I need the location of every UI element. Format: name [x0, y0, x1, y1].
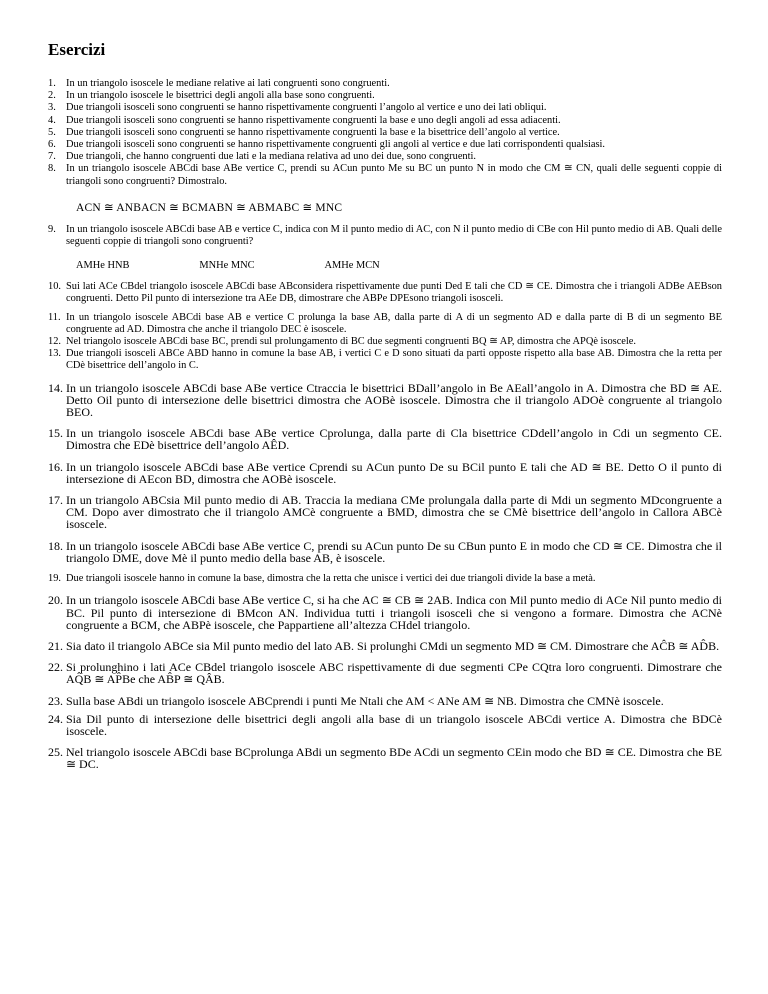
exercise-item — [48, 427, 722, 451]
exercise-number: 17. — [48, 493, 63, 508]
exercise-item — [48, 78, 722, 90]
exercise-text: Sulla base ABdi un triangolo isoscele ABCprendi i punti Me Ntali che AM < ANe AM ≅ NB. Dimostra che CMNè isoscele. — [66, 693, 664, 708]
exercise-text: In un triangolo isoscele ABCdi base ABe vertice C, prendi su ACun punto Me su BC un punto N in modo che CM ≅ CN, quali delle seguenti coppie di triangoli sono congruenti? Dimostralo. — [66, 163, 722, 187]
exercise-number: 8. — [48, 163, 56, 175]
exercise-list-remaining — [48, 281, 722, 770]
exercise-item — [48, 461, 722, 485]
exercise-number: 1. — [48, 78, 56, 89]
pair-item: MNHe MNC — [199, 260, 255, 272]
exercise-text: In un triangolo isoscele ABCdi base AB e vertice C, indica con M il punto medio di AC, con N il punto medio di CBe con Hil punto medio di AB. Quali delle seguenti coppie di triangoli sono congruenti? — [66, 223, 722, 248]
exercise-item — [48, 102, 722, 114]
exercise-item — [48, 139, 722, 151]
pairs-exercise-9 — [76, 260, 722, 271]
exercise-text: Due triangoli, che hanno congruenti due lati e la mediana relativa ad uno dei due, sono congruenti. — [66, 151, 477, 163]
exercise-number: 16. — [48, 459, 63, 474]
exercise-number: 10. — [48, 281, 61, 293]
exercise-number: 15. — [48, 426, 63, 441]
exercise-text: Sui lati ACe CBdel triangolo isoscele ABCdi base ABconsidera rispettivamente due punti Ded E tali che CD ≅ CE. Dimostra che i triangoli ADBe AEBson congruenti. Detto Pil punto di intersezione tra AEe DB, dimostrare che ABPe DPEsono triangoli isosceli. — [66, 281, 722, 305]
pair-item: AMHe MCN — [324, 260, 380, 272]
exercise-item — [48, 713, 722, 737]
exercise-number: 19. — [48, 573, 61, 585]
exercise-text: Nel triangolo isoscele ABCdi base BC, prendi sul prolungamento di BC due segmenti congruenti BQ ≅ AP, dimostra che APQè isoscele. — [66, 336, 637, 348]
exercise-text: In un triangolo isoscele ABCdi base ABe vertice Ctraccia le bisettrici BDall’angolo in Be AEall’angolo in A. Dimostra che BD ≅ AE. Detto Oil punto di intersezione delle bisettrici dimostra che AOBè isoscele. Dimostra che il triangolo ADOè congruente al triangolo BEO. — [66, 380, 722, 420]
exercise-text: In un triangolo isoscele ABCdi base AB e vertice C prolunga la base AB, dalla parte di A di un segmento AD e dalla parte di B di un segmento BE congruente ad AD. Dimostra che anche il triangolo DEC è isoscele. — [66, 311, 722, 335]
exercise-text: In un triangolo isoscele le bisettrici degli angoli alla base sono congruenti. — [66, 90, 375, 102]
exercise-item — [48, 127, 722, 139]
exercise-item — [48, 695, 722, 707]
exercise-text: In un triangolo isoscele ABCdi base ABe vertice C, si ha che AC ≅ CB ≅ 2AB. Indica con Mil punto medio di ACe Nil punto medio di BC. Pil punto di intersezione di BMcon AN. Individua tutti i triangoli isosceli che si vengono a formare. Dimostra che ACNè congruente a BCM, che ABPè isoscele, che Pappartiene all’altezza CHdel triangolo. — [66, 593, 722, 632]
exercise-number: 2. — [48, 90, 56, 102]
exercise-number: 9. — [48, 223, 56, 235]
exercise-item — [48, 573, 722, 585]
exercise-item — [48, 746, 722, 770]
exercise-item — [48, 494, 722, 531]
page-title: Esercizi — [48, 40, 106, 59]
exercise-text: Due triangoli isosceli sono congruenti se hanno rispettivamente congruenti la base e la bisettrice dell’angolo al vertice. — [66, 126, 560, 138]
exercise-number: 11. — [48, 311, 61, 323]
exercise-number: 3. — [48, 102, 56, 114]
exercise-number: 13. — [48, 348, 61, 360]
pair-item: AMHe HNB — [76, 260, 130, 272]
exercise-item — [48, 312, 722, 336]
formula-exercise-8: ACN ≅ ANBACN ≅ BCMABN ≅ ABMABC ≅ MNC — [76, 201, 343, 214]
exercise-number: 24. — [48, 711, 63, 726]
exercise-number: 25. — [48, 745, 63, 760]
exercise-number: 18. — [48, 538, 63, 553]
exercise-item — [48, 224, 722, 248]
exercise-item — [48, 640, 722, 652]
exercise-text: In un triangolo isoscele ABCdi base ABe vertice Cprendi su ACun punto De su BCil punto E tali che AD ≅ BE. Detto O il punto di intersezione di AEcon BD, dimostra che AOBè isoscele. — [66, 459, 722, 486]
exercise-list-continued — [48, 224, 722, 248]
exercise-item — [48, 90, 722, 102]
exercise-text: In un triangolo isoscele ABCdi base ABe vertice C, prendi su ACun punto De su CBun punto E in modo che CD ≅ CE. Dimostra che il triangolo DME, dove Mè il punto medio della base AB, è isoscele. — [66, 538, 722, 565]
exercise-text: Due triangoli isosceli sono congruenti se hanno rispettivamente congruenti l’angolo al vertice e uno dei lati obliqui. — [66, 102, 547, 114]
exercise-item — [48, 540, 722, 564]
exercise-item — [48, 661, 722, 685]
exercise-item — [48, 336, 722, 348]
exercise-number: 23. — [48, 693, 63, 708]
exercise-text: Due triangoli isosceli sono congruenti se hanno rispettivamente congruenti la base e uno degli angoli ad essa adiacenti. — [66, 114, 561, 126]
exercise-number: 7. — [48, 151, 56, 163]
exercise-item — [48, 151, 722, 163]
exercise-item — [48, 594, 722, 631]
exercise-number: 22. — [48, 660, 63, 675]
exercise-number: 5. — [48, 126, 56, 138]
exercise-item — [48, 348, 722, 372]
exercise-number: 6. — [48, 139, 56, 151]
exercise-text: Sia dato il triangolo ABCe sia Mil punto medio del lato AB. Si prolunghi CMdi un segmento MD ≅ CM. Dimostrare che AĈB ≅ AD̂B. — [66, 638, 720, 653]
exercise-text: Due triangoli isosceli ABCe ABD hanno in comune la base AB, i vertici C e D sono situati da parti opposte rispetto alla base AB. Dimostra che la retta per CDè bisettrice dell’angolo in C. — [66, 348, 722, 372]
exercise-text: In un triangolo ABCsia Mil punto medio di AB. Traccia la mediana CMe prolungala dalla parte di Mdi un segmento MDcongruente a CM. Dopo aver dimostrato che il triangolo AMCè congruente a BMD, dimostra che se CMè bisettrice dell’angolo in Callora ABCè isoscele. — [66, 493, 722, 532]
exercise-number: 4. — [48, 114, 56, 126]
exercise-text: Due triangoli isoscele hanno in comune la base, dimostra che la retta che unisce i vertici dei due triangoli divide la base a metà. — [66, 573, 596, 585]
exercise-number: 14. — [48, 380, 63, 395]
exercise-text: Si prolunghino i lati ACe CBdel triangolo isoscele ABC rispettivamente di due segmenti CPe CQtra loro congruenti. Dimostrare che AQ̂B ≅ AP̂Be che AB̂P ≅ QÂB. — [66, 660, 722, 687]
exercise-list — [48, 78, 722, 188]
exercise-text: In un triangolo isoscele le mediane relative ai lati congruenti sono congruenti. — [66, 78, 390, 89]
exercise-number: 21. — [48, 638, 63, 653]
exercise-item — [48, 281, 722, 305]
exercise-item — [48, 115, 722, 127]
exercise-number: 20. — [48, 593, 63, 608]
exercise-text: Sia Dil punto di intersezione delle bisettrici degli angoli alla base di un triangolo isoscele ABCdi vertice A. Dimostra che BDCè isoscele. — [66, 711, 722, 738]
exercise-number: 12. — [48, 336, 61, 348]
exercise-text: Due triangoli isosceli sono congruenti se hanno rispettivamente congruenti gli angoli al vertice e due lati corrispondenti qualsiasi. — [66, 139, 606, 151]
exercise-item — [48, 163, 722, 187]
exercise-item — [48, 382, 722, 419]
exercise-text: In un triangolo isoscele ABCdi base ABe vertice Cprolunga, dalla parte di Cla bisettrice CDdell’angolo in Cdi un segmento CE. Dimostra che EDè bisettrice dell’angolo AÊD. — [66, 426, 722, 453]
exercise-text: Nel triangolo isoscele ABCdi base BCprolunga ABdi un segmento BDe ACdi un segmento CEin modo che BD ≅ CE. Dimostra che BE ≅ DC. — [66, 745, 722, 772]
